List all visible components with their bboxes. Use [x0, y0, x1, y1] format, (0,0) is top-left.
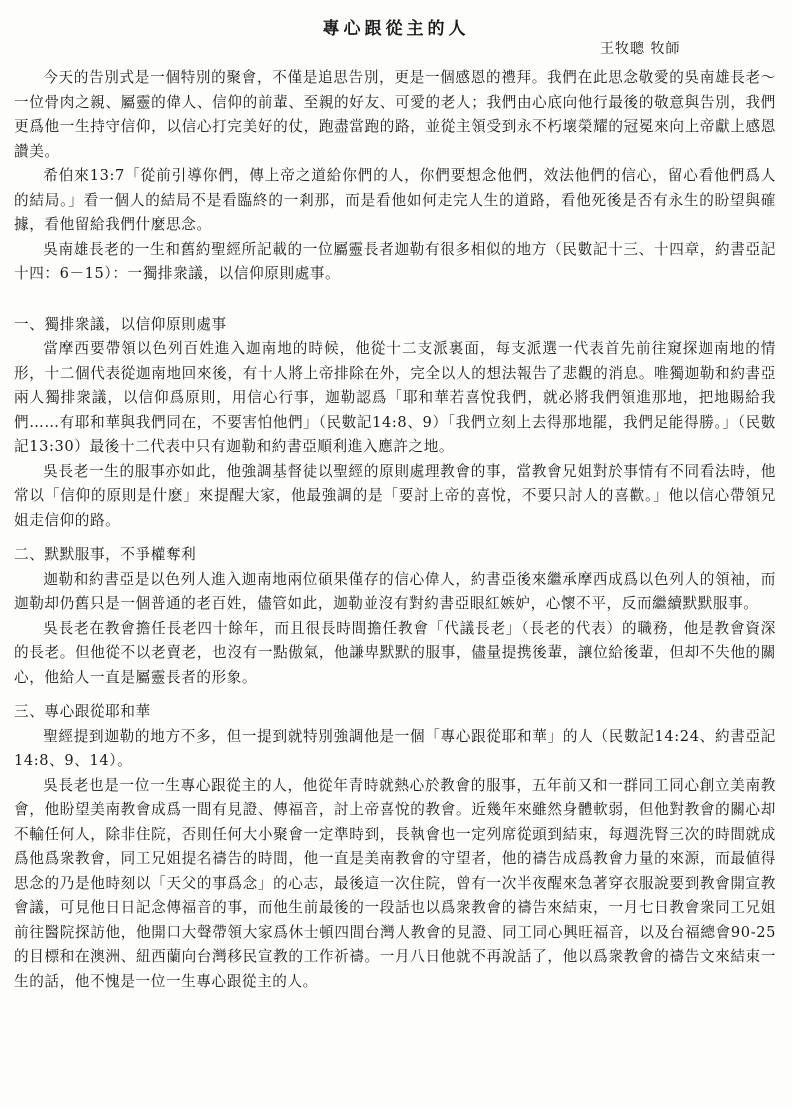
section-paragraph: 吳長老也是一位一生專心跟從主的人，他從年青時就熱心於教會的服事，五年前又和一群同工同心創立美南教會，他盼望美南教會成爲一間有見證、傳福音，討上帝喜悅的教會。近幾年來雖然身體軟弱，但他對教會的關心却不輸任何人，除非住院，否則任何大小聚會一定準時到，長執會也一定列席從頭到結束，每週洗腎三次的時間就成爲他爲衆教會，同工兄姐提名禱告的時間，他一直是美南教會的守望者，他的禱告成爲教會力量的來源，而最値得思念的乃是他時刻以「天父的事爲念」的心志，最後這一次住院，曾有一次半夜醒來急著穿衣服說要到教會開宣教會議，可見他日日記念傳福音的事，而他生前最後的一段話也以爲衆教會的禱告來結束，一月七日教會衆同工兄姐前往醫院探訪他，他開口大聲帶領大家爲休士頓四間台灣人教會的見證、同工同心興旺福音，以及台福總會90-25的目標和在澳洲、紐西蘭向台灣移民宣教的工作祈禱。一月八日他就不再說話了，他以爲衆教會的禱告文來結束一生的話，他不愧是一位一生專心跟從主的人。: [14, 776, 776, 990]
section-paragraph: 當摩西要帶領以色列百姓進入迦南地的時候，他從十二支派裏面，每支派選一代表首先前往窺探迦南地的情形，十二個代表從迦南地回來後，有十人將上帝排除在外，完全以人的想法報告了悲觀的消息。唯獨迦勒和約書亞兩人獨排衆議，以信仰爲原則，用信心行事，迦勒認爲「耶和華若喜悅我們，就必將我們領進那地，把地賜給我們……有耶和華與我們同在，不要害怕他們」（民數記14:8、9）「我們立刻上去得那地罷，我們足能得勝。」（民數記13:30）最後十二代表中只有迦勒和約書亞順利進入應許之地。: [14, 340, 776, 455]
section-paragraph: 迦勒和約書亞是以色列人進入迦南地兩位碩果僅存的信心偉人，約書亞後來繼承摩西成爲以色列人的領袖，而迦勒却仍舊只是一個普通的老百姓，儘管如此，迦勒並沒有對約書亞眼紅嫉妒，心懷不平，反而繼續默默服事。: [14, 570, 776, 612]
intro-paragraph: 今天的告別式是一個特別的聚會，不僅是追思告別，更是一個感恩的禮拜。我們在此思念敬愛的吳南雄長老～一位骨肉之親、屬靈的偉人、信仰的前輩、至親的好友、可愛的老人；我們由心底向他行最後的敬意與告別，我們更爲他一生持守信仰，以信心打完美好的仗，跑盡當跑的路，並從主領受到永不朽壞榮耀的冠冕來向上帝獻上感恩讚美。: [14, 69, 776, 160]
spacer: [14, 690, 776, 700]
section-paragraph: 吳長老一生的服事亦如此，他強調基督徒以聖經的原則處理教會的事，當教會兄姐對於事情有不同看法時，他常以「信仰的原則是什麽」來提醒大家，他最強調的是「要討上帝的喜悅，不要只討人的喜歡。」他以信心帶領兄姐走信仰的路。: [14, 462, 776, 529]
section-heading: 一、獨排衆議，以信仰原則處事: [14, 315, 227, 333]
document-title: 專心跟從主的人: [322, 19, 470, 39]
section-paragraph: 吳長老在教會擔任長老四十餘年，而且很長時間擔任教會「代議長老」（長老的代表）的職務，他是教會資深的長老。但他從不以老賣老，也沒有一點傲氣，他謙卑默默的服事，儘量提携後輩，讓位給後輩，但却不失他的關心，他給人一直是屬靈長者的形象。: [14, 619, 776, 686]
section-heading: 二、默默服事，不爭權奪利: [14, 546, 197, 563]
spacer: [14, 533, 776, 543]
intro-paragraph: 希伯來13:7「從前引導你們，傳上帝之道給你們的人，你們要想念他們，效法他們的信心，留心看他們爲人的結局。」看一個人的結局不是看臨終的一剎那，而是看他如何走完人生的道路，看他死後是否有永生的盼望與確據，看他留給我們什麼思念。: [14, 167, 776, 233]
document-body: [14, 66, 776, 994]
author-name: 王牧聰 牧師: [600, 41, 681, 57]
spacer: [14, 287, 776, 313]
section-paragraph: 聖經提到迦勒的地方不多，但一提到就特別強調他是一個「專心跟從耶和華」的人（民數記14:24、約書亞記14:8、9、14）。: [14, 727, 776, 769]
intro-paragraph: 吳南雄長老的一生和舊約聖經所記載的一位屬靈長者迦勒有很多相似的地方（民數記十三、十四章，約書亞記十四：6－15）：一獨排衆議，以信仰原則處事。: [14, 240, 776, 282]
section-heading: 三、專心跟從耶和華: [14, 703, 151, 720]
